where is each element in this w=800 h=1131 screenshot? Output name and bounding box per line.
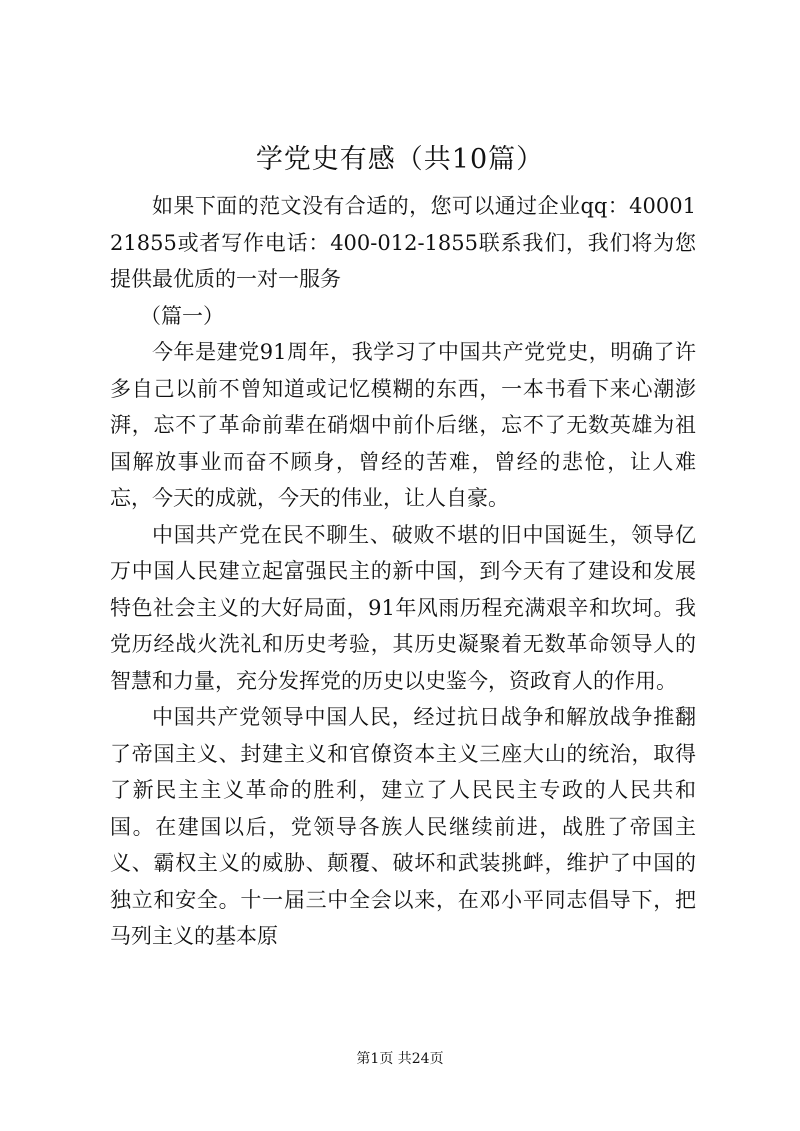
- intro-paragraph: 如果下面的范文没有合适的，您可以通过企业qq：4000121855或者写作电话：400-012-1855联系我们，我们将为您提供最优质的一对一服务: [110, 194, 696, 291]
- body-paragraph-2: 中国共产党在民不聊生、破败不堪的旧中国诞生，领导亿万中国人民建立起富强民主的新中国，到今天有了建设和发展特色社会主义的大好局面，91年风雨历程充满艰辛和坎坷。我党历经战火洗礼和历史考验，其历史凝聚着无数革命领导人的智慧和力量，充分发挥党的历史以史鉴今，资政育人的作用。: [110, 522, 696, 693]
- page-title: 学党史有感（共10篇）: [255, 144, 545, 175]
- document-body: [110, 188, 696, 955]
- page-footer: 第1页 共24页: [356, 1051, 444, 1067]
- body-paragraph-1: 今年是建党91周年，我学习了中国共产党党史，明确了许多自己以前不曾知道或记忆模糊的东西，一本书看下来心潮澎湃，忘不了革命前辈在硝烟中前仆后继，忘不了无数英雄为祖国解放事业而奋不顾身，曾经的苦难，曾经的悲怆，让人难忘，今天的成就，今天的伟业，让人自豪。: [110, 340, 696, 510]
- section-label: （篇一）: [140, 303, 224, 328]
- body-paragraph-3: 中国共产党领导中国人民，经过抗日战争和解放战争推翻了帝国主义、封建主义和官僚资本主义三座大山的统治，取得了新民主主义革命的胜利，建立了人民民主专政的人民共和国。在建国以后，党领导各族人民继续前进，战胜了帝国主义、霸权主义的威胁、颠覆、破坏和武装挑衅，维护了中国的独立和安全。十一届三中全会以来，在邓小平同志倡导下，把马列主义的基本原: [110, 705, 696, 948]
